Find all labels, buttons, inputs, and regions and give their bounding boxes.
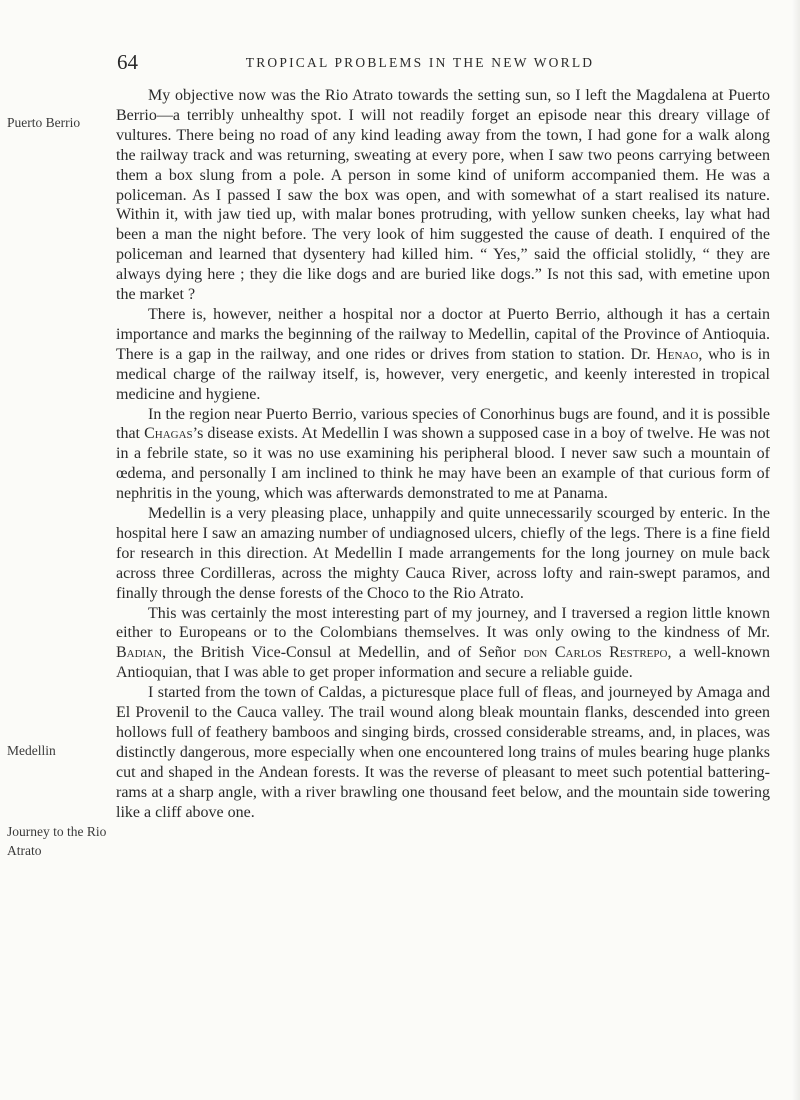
person-name: Henao [656,345,699,363]
page-edge-shadow [792,0,800,1100]
paragraph-text: ’s disease exists. At Medellin I was shown a supposed case in a boy of twelve. He was not in a febrile state, so it was no use examining his peripheral blood. I never saw such a mountain of œdema, and personally I am inclined to think he may have been an example of that curious form of nephritis in the young, which was afterwards demonstrated to me at Panama. [116,425,770,503]
margin-note-puerto-berrio: Puerto Berrio [7,115,81,130]
paragraph-text: , the British Vice-Consul at Medellin, and of Señor [162,644,524,662]
paragraph-caldas: I started from the town of Caldas, a picturesque place full of fleas, and journeyed by Amaga and El Provenil to the Cauca valley. The trail wound along bleak mountain flanks, descended into green hollows full of feathery bamboos and singing birds, crossed considerable streams, and, in places, was distinctly dangerous, more especially when one encountered long trains of mules bearing huge planks cut and shaped in the Andean forests. It was the reverse of pleasant to meet such potential battering-rams at a sharp angle, with a river brawling one thousand feet below, and the mountain side towering like a cliff above one. [116,684,770,821]
margin-note-journey: Journey to the Rio Atrato [7,824,107,858]
paragraph-medellin: Medellin is a very pleasing place, unhappily and quite unnecessarily scourged by enteric. In the hospital here I saw an amazing number of undiagnosed ulcers, chiefly of the legs. There is a fine field for research in this direction. At Medellin I made arrangements for the long journey on mule back across three Cordilleras, across the mighty Cauca River, across lofty and rain-swept paramos, and finally through the dense forests of the Choco to the Rio Atrato. [116,505,770,602]
paragraph-text: This was certainly the most interesting part of my journey, and I traversed a region little known either to Europeans or to the Colombians themselves. It was only owing to the kindness of Mr. [116,604,770,642]
paragraph-text: There is, however, neither a hospital nor a doctor at Puerto Berrio, although it has a certain importance and marks the beginning of the railway to Medellin, capital of the Province of Antioquia. There is a gap in the railway, and one rides or drives from station to station. Dr. [116,305,770,363]
page-number: 64 [117,50,138,74]
paragraph-text: In the region near Puerto Berrio, various species of Conorhinus bugs are found, and it is possible that [116,405,770,443]
margin-note-medellin: Medellin [7,743,56,758]
paragraph-puerto-berrio: My objective now was the Rio Atrato towards the setting sun, so I left the Magdalena at Puerto Berrio—a terribly unhealthy spot. I will not readily forget an episode near this dreary village of vultures. There being no road of any kind leading away from the town, I had gone for a walk along the railway track and was returning, sweating at every pore, when I saw two peons carrying between them a box slung from a pole. A person in some kind of uniform accompanied them. He was a policeman. As I passed I saw the box was open, and with somewhat of a start realised its nature. Within it, with jaw tied up, with malar bones protruding, with yellow sunken cheeks, lay what had been a man the night before. The very look of him suggested the cause of death. I enquired of the policeman and learned that dysentery had killed him. “ Yes,” said the official stolidly, “ they are always dying here ; they die like dogs and are buried like dogs.” Is not this sad, with emetine upon the market ? [116,87,770,304]
person-name: don Carlos Restrepo [523,644,668,662]
paragraph-conorhinus [116,405,770,505]
running-head: TROPICAL PROBLEMS IN THE NEW WORLD [245,55,595,70]
paragraph-text: , a well-known Antioquian, that I was able to get proper information and secure a reliable guide. [116,644,771,682]
body-text [116,86,770,823]
person-name: Badian [116,644,163,662]
paragraph-hospital [116,305,770,405]
paragraph-journey [116,604,770,684]
paragraph-text: , who is in medical charge of the railway itself, is, however, very energetic, and keenly interested in tropical medicine and hygiene. [116,345,771,403]
person-name: Chagas [144,425,193,443]
